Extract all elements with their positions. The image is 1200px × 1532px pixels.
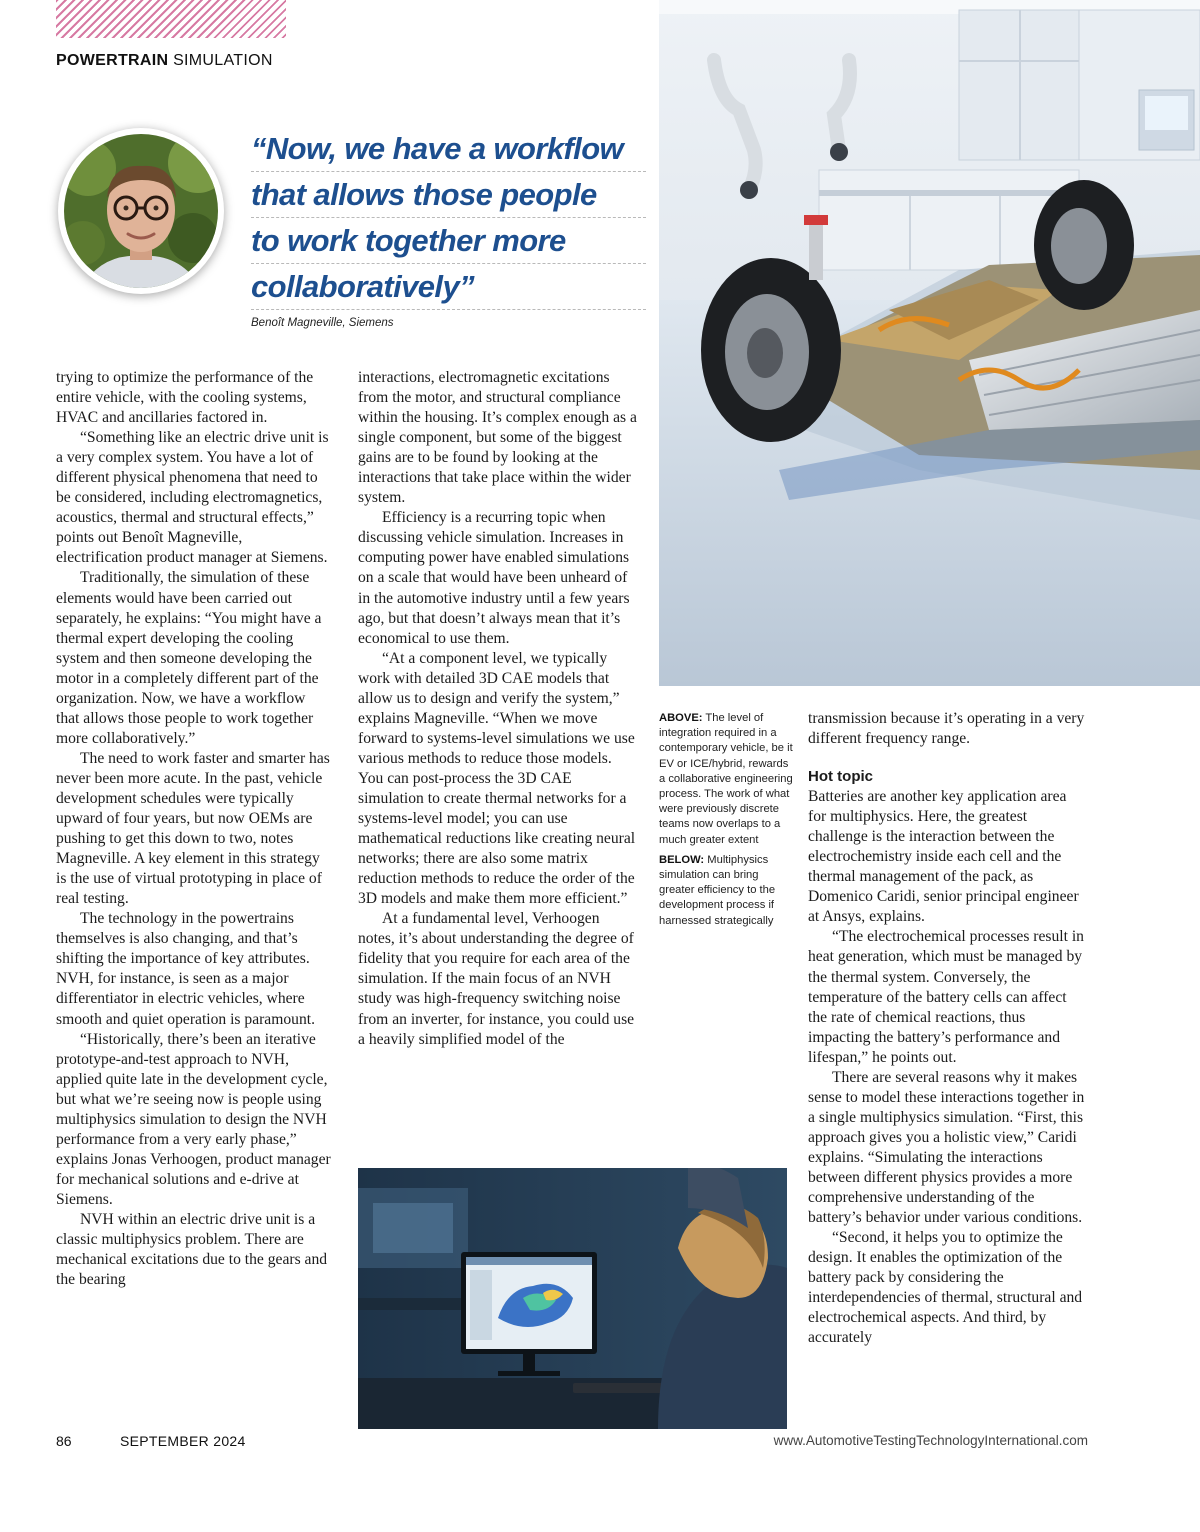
article-column-3 (808, 709, 1088, 1348)
paragraph: The need to work faster and smarter has never been more acute. In the past, vehicle development schedules were typically upward of four years, but now OEMs are pushing to get this down to two, notes Magneville. A key element in this strategy is the use of virtual prototyping in place of real testing. (56, 749, 330, 908)
paragraph: At a fundamental level, Verhoogen notes, it’s about understanding the degree of fidelity that you require for each area of the simulation. If the main focus of an NVH study was high-frequency switching noise from an inverter, for instance, you could use a heavily simplified model of the (358, 910, 635, 1048)
section-label-bold: POWERTRAIN (56, 52, 169, 69)
issue-date: SEPTEMBER 2024 (120, 1433, 246, 1449)
pull-quote-line: to work together more (251, 218, 646, 264)
page-number: 86 (56, 1433, 72, 1449)
decorative-hatch-band (56, 0, 286, 38)
caption-below-text: Multiphysics simulation can bring greater efficiency to the development process if harnessed strategically (659, 853, 776, 927)
paragraph: Batteries are another key application area for multiphysics. Here, the greatest challenge is the interaction between the electrochemistry inside each cell and the thermal management of the pack, as Domenico Caridi, senior principal engineer at Ansys, explains. (808, 788, 1079, 926)
section-label (56, 52, 273, 70)
simulation-office-photo (358, 1168, 787, 1429)
section-label-rest: SIMULATION (168, 52, 273, 69)
paragraph: NVH within an electric drive unit is a classic multiphysics problem. There are mechanical excitations due to the gears and the bearing (56, 1210, 328, 1289)
article-column-2 (358, 368, 640, 1050)
paragraph: There are several reasons why it makes sense to model these interactions together in a single multiphysics simulation. “First, this approach gives you a holistic view,” Caridi explains. “Simulating the interactions between different physics provides a more comprehensive understanding of the battery’s behavior under various conditions. (808, 1068, 1085, 1227)
paragraph: Efficiency is a recurring topic when discussing vehicle simulation. Increases in computing power have enabled simulations on a scale that would have been unheard of in the automotive industry until a few years ago, but that doesn’t always mean that it’s economical to use them. (358, 509, 630, 647)
pull-quote-line: that allows those people (251, 172, 646, 218)
portrait-photo (58, 128, 224, 294)
caption-above-label: ABOVE: (659, 712, 703, 724)
ev-chassis-photo (659, 0, 1200, 686)
pull-quote-line: “Now, we have a workflow (251, 126, 646, 172)
article-column-1 (56, 368, 332, 1290)
caption-below-label: BELOW: (659, 853, 705, 866)
paragraph: transmission because it’s operating in a very different frequency range. (808, 710, 1085, 748)
caption-above-text: The level of integration required in a contemporary vehicle, be it EV or ICE/hybrid, rewards a collaborative engineering process. The work of what were previously discrete teams now overlaps to a much greater extent (659, 712, 793, 846)
paragraph: “Second, it helps you to optimize the design. It enables the optimization of the battery pack by considering the interdependencies of thermal, structural and electrochemical aspects. And third, by accurately (808, 1229, 1083, 1347)
paragraph: interactions, electromagnetic excitations from the motor, and structural compliance within the housing. It’s complex enough as a single component, but some of the biggest gains are to be found by looking at the interactions that take place within the wider system. (358, 369, 637, 507)
paragraph: trying to optimize the performance of the entire vehicle, with the cooling systems, HVAC and ancillaries factored in. (56, 369, 314, 427)
photo-caption (659, 711, 793, 934)
subheading: Hot topic (808, 768, 873, 786)
paragraph: “The electrochemical processes result in heat generation, which must be managed by the thermal system. Conversely, the temperature of the battery cells can affect the rate of chemical reactions, thus impacting the battery’s performance and lifespan,” he points out. (808, 928, 1084, 1066)
caption-below (659, 853, 793, 929)
caption-above (659, 711, 793, 848)
quote-attribution: Benoît Magneville, Siemens (251, 317, 394, 329)
pull-quote-line: collaboratively” (251, 264, 646, 310)
paragraph: “Something like an electric drive unit is a very complex system. You have a lot of different physical phenomena that need to be considered, including electromagnetics, acoustics, thermal and structural effects,” points out Benoît Magneville, electrification product manager at Siemens. (56, 429, 329, 567)
paragraph: “Historically, there’s been an iterative prototype-and-test approach to NVH, applied quite late in the development cycle, but what we’re seeing now is people using multiphysics simulation to design the NVH performance from a very early phase,” explains Jonas Verhoogen, product manager for mechanical solutions and e-drive at Siemens. (56, 1030, 331, 1208)
paragraph: “At a component level, we typically work with detailed 3D CAE models that allow us to design and verify the system,” explains Magneville. “When we move forward to systems-level simulations we use various methods to reduce those models. You can post-process the 3D CAE simulation to create thermal networks for a systems-level model; you can use mathematical reductions like creating neural networks; there are also some matrix reduction methods to reduce the order of the 3D models and make them more efficient.” (358, 649, 636, 908)
website-link[interactable]: www.AutomotiveTestingTechnologyInternational.com (773, 1433, 1088, 1448)
paragraph: Traditionally, the simulation of these elements would have been carried out separately, he explains: “You might have a thermal expert developing the cooling system and then someone developing the motor in a completely different part of the organization. Now, we have a workflow that allows those people to work together more collaboratively.” (56, 569, 322, 747)
paragraph: The technology in the powertrains themselves is also changing, and that’s shifting the importance of key attributes. NVH, for instance, is seen as a major differentiator in electric vehicles, where smooth and quiet operation is paramount. (56, 910, 315, 1028)
pull-quote (251, 126, 646, 310)
